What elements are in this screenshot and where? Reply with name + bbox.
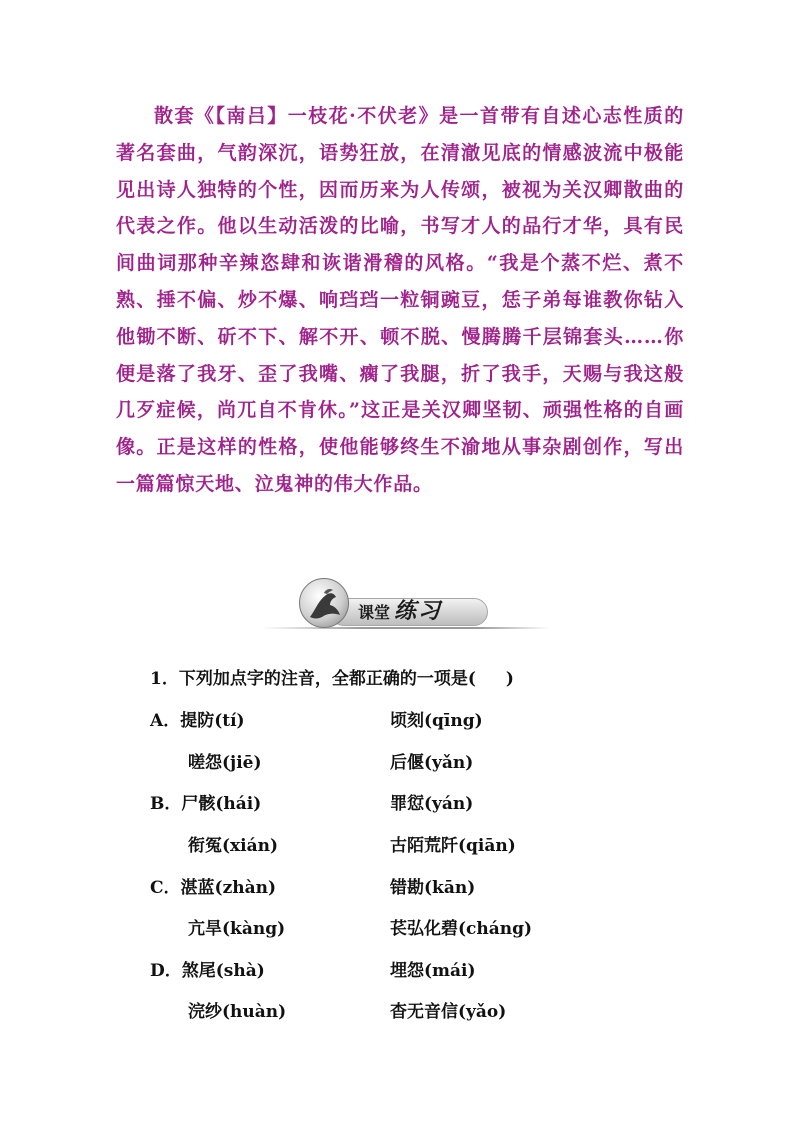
option-c-item-4: 苌弘化碧(cháng) xyxy=(390,919,533,939)
question-number: 1． xyxy=(150,669,179,689)
option-d-item-4: 杳无音信(yǎo) xyxy=(390,1002,507,1022)
option-d-item-2: 埋怨(mái) xyxy=(390,961,476,981)
option-a-item-2: 顷刻(qīng) xyxy=(390,711,483,731)
section-title xyxy=(358,598,442,626)
option-d-row-1 xyxy=(150,956,265,981)
option-a-item-1: 提防(tí) xyxy=(180,711,245,731)
section-title-small: 课堂 xyxy=(358,603,391,622)
option-b-item-1: 尸骸(hái) xyxy=(181,794,262,814)
question-1 xyxy=(150,664,514,689)
option-d-item-1: 煞尾(shà) xyxy=(181,961,265,981)
option-d-item-3: 浣纱(huàn) xyxy=(188,1002,287,1022)
option-d-label: D． xyxy=(150,961,182,981)
option-c-item-2: 错勘(kān) xyxy=(390,878,476,898)
option-b-row-1 xyxy=(150,789,261,814)
question-stem: 下列加点字的注音，全都正确的一项是( xyxy=(178,669,476,689)
section-title-large: 练习 xyxy=(394,598,443,624)
option-c-item-1: 湛蓝(zhàn) xyxy=(180,878,277,898)
intro-passage: 散套《【南吕】一枝花·不伏老》是一首带有自述心志性质的著名套曲，气韵深沉，语势狂放，在清澈见底的情感波流中极能见出诗人独特的个性，因而历来为人传颂，被视为关汉卿散曲的代表之作。他以生动活泼的比喻，书写才人的品行才华，具有民间曲词那种辛辣恣肆和诙谐滑稽的风格。“我是个蒸不烂、煮不熟、捶不偏、炒不爆、响珰珰一粒铜豌豆，恁子弟每谁教你钻入他锄不断、斫不下、解不开、顿不脱、慢腾腾千层锦套头……你便是落了我牙、歪了我嘴、瘸了我腿，折了我手，天赐与我这般几歹症候，尚兀自不肯休。”这正是关汉卿坚韧、顽强性格的自画像。正是这样的性格，使他能够终生不渝地从事杂剧创作，写出一篇篇惊天地、泣鬼神的伟大作品。 xyxy=(116,105,684,495)
option-b-item-2: 罪愆(yán) xyxy=(390,794,474,814)
option-b-label: B． xyxy=(150,794,182,814)
option-b-item-4: 古陌荒阡(qiān) xyxy=(390,836,516,856)
option-a-item-3: 嗟怨(jiē) xyxy=(188,753,262,773)
option-c-item-3: 亢旱(kàng) xyxy=(188,919,286,939)
option-c-row-1 xyxy=(150,873,276,898)
option-c-label: C． xyxy=(150,878,181,898)
option-b-item-3: 衔冤(xián) xyxy=(188,836,279,856)
figure-emblem-icon xyxy=(299,578,349,628)
question-close: ) xyxy=(505,669,514,689)
option-a-row-1 xyxy=(150,706,245,731)
section-divider xyxy=(262,627,550,629)
option-a-item-4: 后偃(yǎn) xyxy=(390,753,474,773)
option-a-label: A． xyxy=(150,711,181,731)
